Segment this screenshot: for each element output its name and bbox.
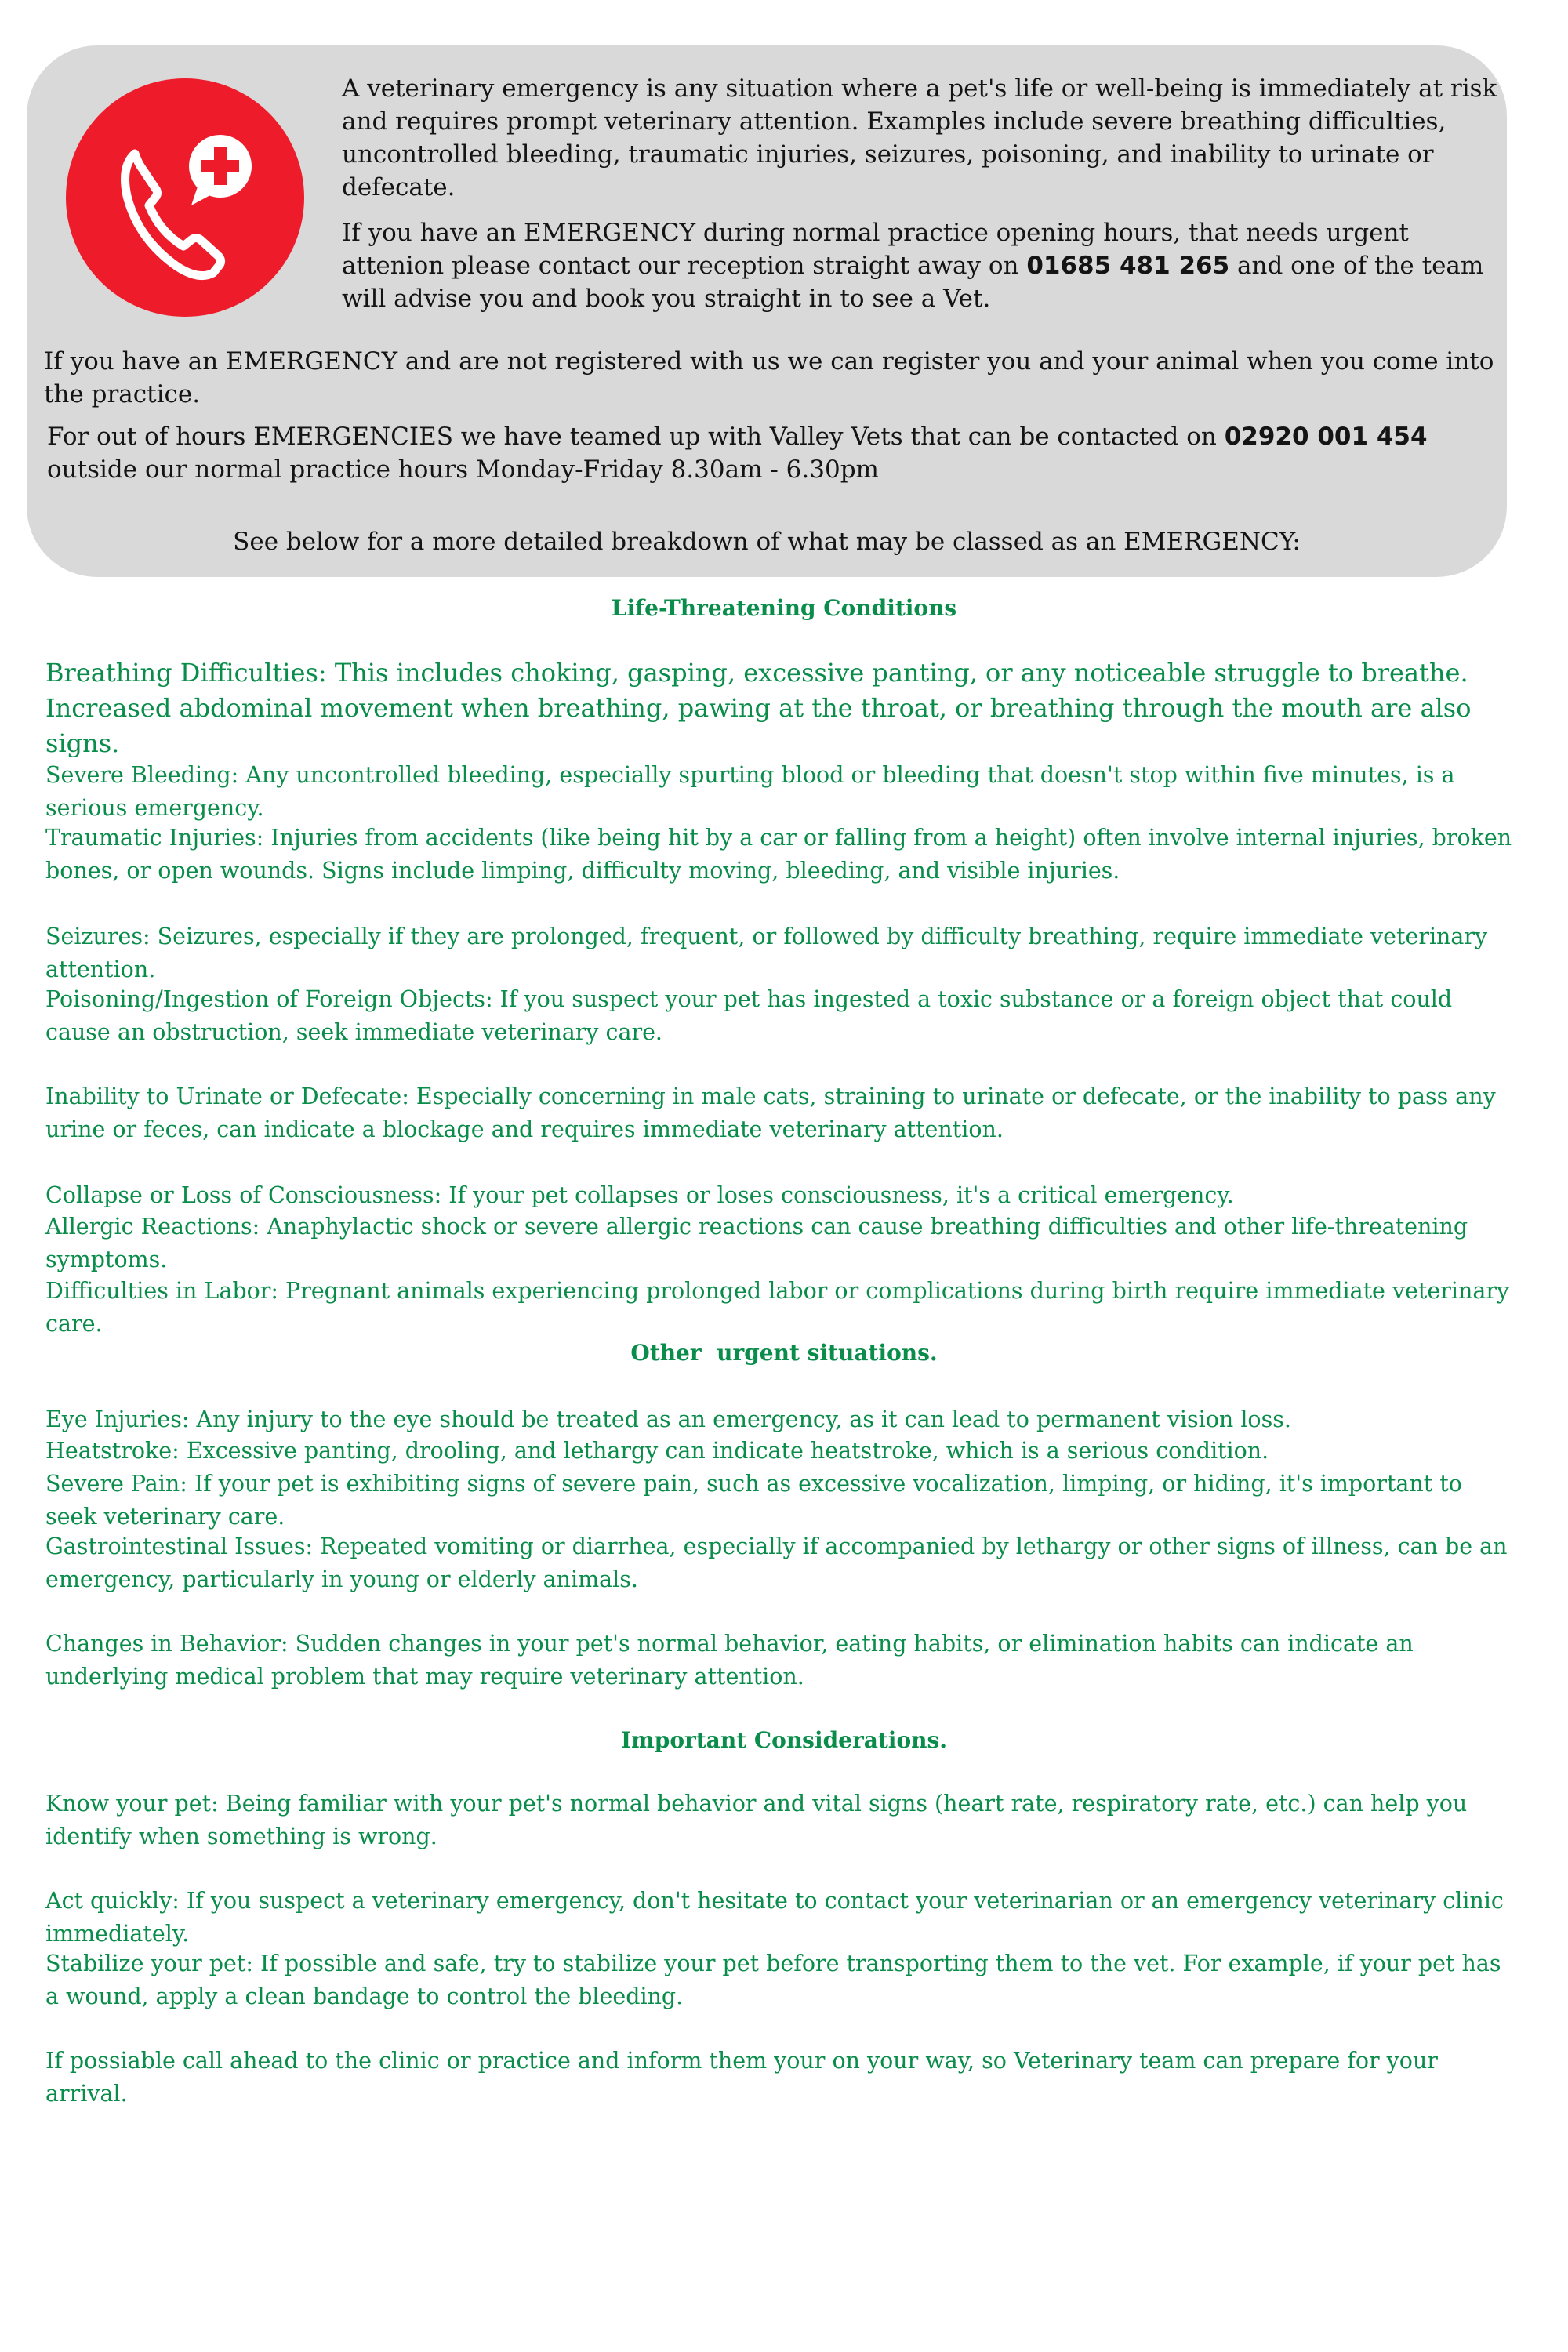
seizures-item: Seizures: Seizures, especially if they are prolonged, frequent, or followed by difficulty breathing, require immediate veterinary attention. — [45, 924, 1488, 982]
act-quickly-item: Act quickly: If you suspect a veterinary emergency, don't hesitate to contact your veterinarian or an emergency veterinary clinic immediately. — [45, 1888, 1504, 1947]
normal-hours-text-end: and one of the team will advise you and book you straight in to see a Vet. — [342, 252, 1484, 313]
behavior-changes-item: Changes in Behavior: Sudden changes in your pet's normal behavior, eating habits, or elimination habits can indicate an underlying medical problem that may require veterinary attention. — [45, 1631, 1414, 1690]
out-of-hours-text-start: For out of hours EMERGENCIES we have teamed up with Valley Vets that can be contacted on — [47, 423, 1225, 451]
stabilize-item: Stabilize your pet: If possible and safe, try to stabilize your pet before transporting them to the vet. For example, if your pet has a wound, apply a clean bandage to control the bleeding. — [45, 1951, 1501, 2009]
out-of-hours-paragraph — [47, 420, 1443, 486]
other-urgent-heading: Other urgent situations. — [630, 1340, 938, 1366]
important-considerations-heading: Important Considerations. — [621, 1727, 947, 1753]
severe-pain-item: Severe Pain: If your pet is exhibiting signs of severe pain, such as excessive vocalization, limping, or hiding, it's important to seek veterinary care. — [45, 1471, 1462, 1530]
breathing-difficulties-item: Breathing Difficulties: This includes choking, gasping, excessive panting, or any noticeable struggle to breathe. Increased abdominal movement when breathing, pawing at the throat, or breathing through the mouth are also signs. — [45, 658, 1472, 758]
severe-bleeding-item: Severe Bleeding: Any uncontrolled bleeding, especially spurting blood or bleeding that doesn't stop within five minutes, is a serious emergency. — [45, 762, 1455, 821]
normal-hours-paragraph — [342, 216, 1510, 315]
breakdown-intro: See below for a more detailed breakdown of what may be classed as an EMERGENCY: — [233, 528, 1301, 556]
valley-vets-phone-number[interactable]: 02920 001 454 — [1224, 423, 1428, 451]
traumatic-injuries-item: Traumatic Injuries: Injuries from accidents (like being hit by a car or falling from a height) often involve internal injuries, broken bones, or open wounds. Signs include limping, difficulty moving, bleeding, and visible injuries. — [45, 825, 1512, 884]
gastrointestinal-item: Gastrointestinal Issues: Repeated vomiting or diarrhea, especially if accompanied by lethargy or other signs of illness, can be an emergency, particularly in young or elderly animals. — [45, 1534, 1508, 1592]
call-ahead-item: If possiable call ahead to the clinic or practice and inform them your on your way, so Veterinary team can prepare for your arrival. — [45, 2048, 1438, 2107]
collapse-item: Collapse or Loss of Consciousness: If your pet collapses or loses consciousness, it's a critical emergency. — [45, 1182, 1234, 1208]
allergic-reactions-item: Allergic Reactions: Anaphylactic shock or severe allergic reactions can cause breathing difficulties and other life-threatening symptoms. — [45, 1214, 1468, 1272]
heatstroke-item: Heatstroke: Excessive panting, drooling, and lethargy can indicate heatstroke, which is a serious condition. — [45, 1438, 1269, 1464]
know-your-pet-item: Know your pet: Being familiar with your pet's normal behavior and vital signs (heart rate, respiratory rate, etc.) can help you identify when something is wrong. — [45, 1791, 1468, 1849]
intro-paragraph: A veterinary emergency is any situation where a pet's life or well-being is immediately at risk and requires prompt veterinary attention. Examples include severe breathing difficulties, uncontrolled bleeding, traumatic injuries, seizures, poisoning, and inability to urinate or defecate. — [342, 74, 1497, 201]
out-of-hours-text-end: outside our normal practice hours Monday-Friday 8.30am - 6.30pm — [47, 456, 879, 484]
normal-hours-text-start: If you have an EMERGENCY during normal practice opening hours, that needs urgent attenion please contact our reception straight away on — [342, 219, 1409, 280]
urinate-defecate-item: Inability to Urinate or Defecate: Especially concerning in male cats, straining to urinate or defecate, or the inability to pass any urine or feces, can indicate a blockage and requires immediate veterinary attention. — [45, 1083, 1496, 1142]
life-threatening-heading: Life-Threatening Conditions — [611, 595, 957, 621]
poisoning-item: Poisoning/Ingestion of Foreign Objects: If you suspect your pet has ingested a toxic substance or a foreign object that could cause an obstruction, seek immediate veterinary care. — [45, 986, 1453, 1045]
phone-medical-cross-icon — [66, 78, 304, 317]
labor-difficulties-item: Difficulties in Labor: Pregnant animals experiencing prolonged labor or complications during birth require immediate veterinary care. — [45, 1278, 1510, 1337]
reception-phone-number[interactable]: 01685 481 265 — [1026, 252, 1230, 280]
eye-injuries-item: Eye Injuries: Any injury to the eye should be treated as an emergency, as it can lead to permanent vision loss. — [45, 1406, 1291, 1432]
unregistered-paragraph: If you have an EMERGENCY and are not registered with us we can register you and your animal when you come into the practice. — [44, 347, 1494, 408]
